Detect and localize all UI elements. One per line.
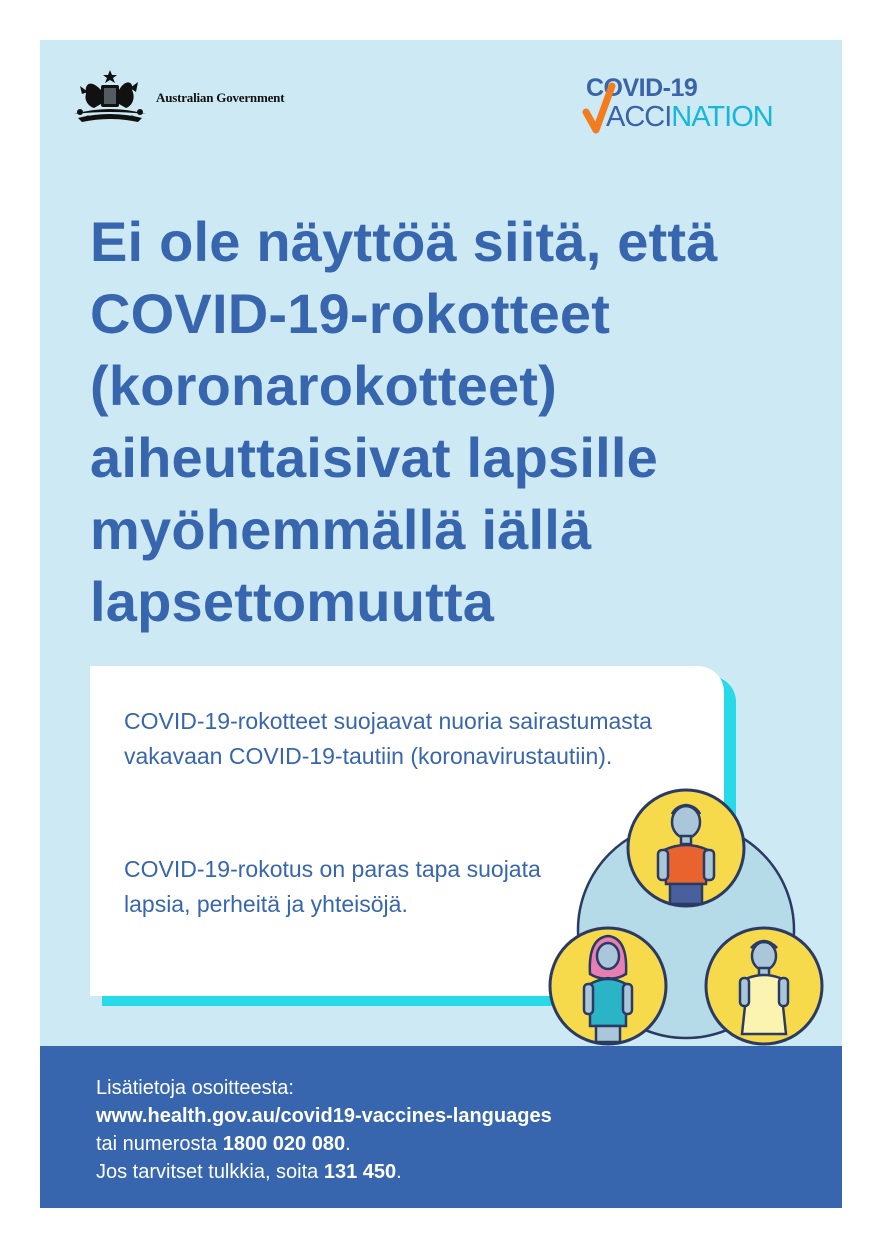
info-paragraph-1: COVID-19-rokotteet suojaavat nuoria sairastumasta vakavaan COVID-19-tautiin (koronavirustautiin). xyxy=(124,708,652,769)
poster xyxy=(40,40,842,1208)
logo-line-1: COVID-19 xyxy=(586,74,698,102)
info-paragraph-2: COVID-19-rokotus on paras tapa suojata lapsia, perheitä ja yhteisöjä. xyxy=(124,856,541,917)
footer-interpreter-number[interactable]: 131 450 xyxy=(323,1161,397,1183)
headline-line: (koronarokotteet) xyxy=(90,354,557,417)
footer-interpreter-prefix: Jos tarvitset tulkkia, soita xyxy=(96,1161,324,1183)
footer-phone-line xyxy=(96,1130,552,1158)
footer-url-link[interactable]: www.health.gov.au/covid19-vaccines-languages xyxy=(96,1105,552,1127)
logo-line-2-accent: NATION xyxy=(671,101,773,133)
footer-phone-number[interactable]: 1800 020 080 xyxy=(222,1133,346,1155)
footer-intro: Lisätietoja osoitteesta: xyxy=(96,1077,294,1099)
government-name: Australian Government xyxy=(156,90,285,105)
covid-vaccination-logo xyxy=(586,74,806,138)
headline-line: Ei ole näyttöä siitä, että xyxy=(90,210,718,273)
headline-line: lapsettomuutta xyxy=(90,570,495,633)
footer xyxy=(40,1046,842,1208)
footer-phone-prefix: tai numerosta xyxy=(96,1133,223,1155)
footer-text xyxy=(96,1074,552,1186)
australian-government-logo xyxy=(68,68,284,128)
headline xyxy=(90,206,820,638)
headline-line: myöhemmällä iällä xyxy=(90,498,592,561)
headline-line: COVID-19-rokotteet xyxy=(90,282,611,345)
logo-line-2-main: ACCI xyxy=(606,101,672,133)
footer-interpreter-line xyxy=(96,1158,552,1186)
children-group-icon xyxy=(546,788,830,1046)
footer-phone-suffix: . xyxy=(345,1133,351,1155)
footer-interpreter-suffix: . xyxy=(396,1161,402,1183)
checkmark-icon xyxy=(582,82,616,134)
headline-line: aiheuttaisivat lapsille xyxy=(90,426,658,489)
coat-of-arms-icon xyxy=(68,68,152,128)
